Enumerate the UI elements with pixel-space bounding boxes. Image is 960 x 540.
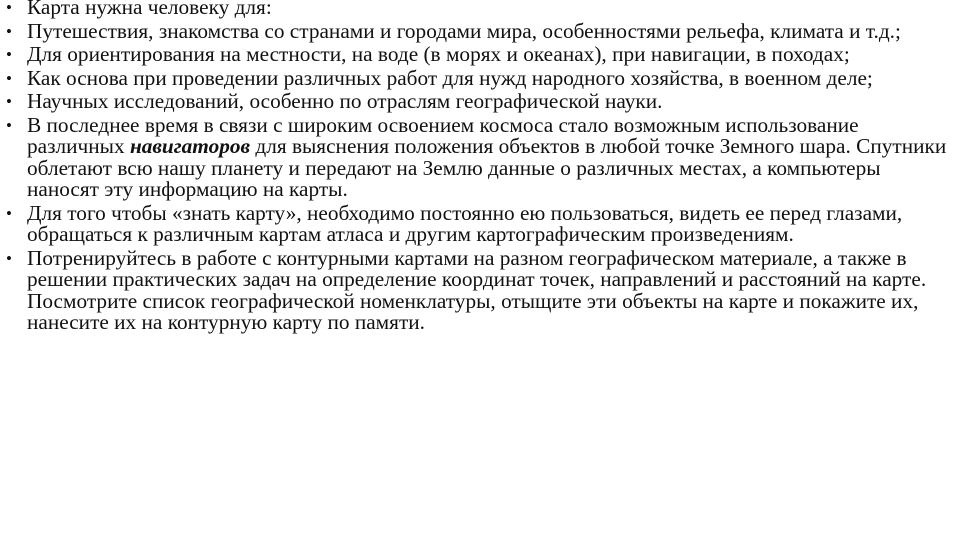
list-item-text: Путешествия, знакомства со странами и городами мира, особенностями рельефа, климата и т.д.; [27, 18, 901, 43]
bullet-icon: • [6, 68, 12, 88]
list-item [2, 65, 954, 90]
bullet-icon: • [6, 21, 12, 41]
list-item-text: Научных исследований, особенно по отраслям географической науки. [27, 89, 663, 114]
list-item [2, 91, 954, 112]
list-item-text: Как основа при проведении различных работ для нужд народного хозяйства, в военном деле; [27, 65, 873, 90]
list-item-text: Потренируйтесь в работе с контурными картами на разном географическом материале, а также в решении практических задач на определение координат точек, направлений и расстояний на карте. Посмотрите список географической номенклатуры, отыщите эти объекты на карте и покажите их, нанесите их на контурную карту по памяти. [27, 245, 927, 334]
list-item [2, 18, 954, 43]
list-item-text-before: В последнее время в связи с широким освоением космоса стало возможным использование различных [27, 112, 859, 159]
list-item [2, 44, 954, 65]
list-item-text: Для того чтобы «знать карту», необходимо постоянно ею пользоваться, видеть ее перед глазами, обращаться к различным картам атласа и другим картографическим произведениям. [27, 200, 903, 247]
list-item [2, 0, 954, 18]
emphasis-term: навигаторов [129, 134, 251, 159]
bullet-icon: • [6, 115, 12, 135]
bullet-list [2, 0, 954, 336]
list-item [2, 245, 954, 334]
bullet-icon: • [6, 0, 12, 17]
list-item-text: Карта нужна человеку для: [27, 0, 272, 19]
list-item-text-after: для выяснения положения объектов в любой точке Земного шара. Спутники облетают всю нашу планету и передают на Землю данные о различных местах, а компьютеры наносят эту информацию на карты. [27, 134, 947, 202]
list-item [2, 112, 954, 202]
list-item [2, 200, 954, 247]
bullet-icon: • [6, 248, 12, 268]
list-item-text: Для ориентирования на местности, на воде (в морях и океанах), при навигации, в походах; [27, 42, 850, 67]
bullet-icon: • [6, 92, 12, 112]
bullet-icon: • [6, 45, 12, 65]
bullet-icon: • [6, 203, 12, 223]
